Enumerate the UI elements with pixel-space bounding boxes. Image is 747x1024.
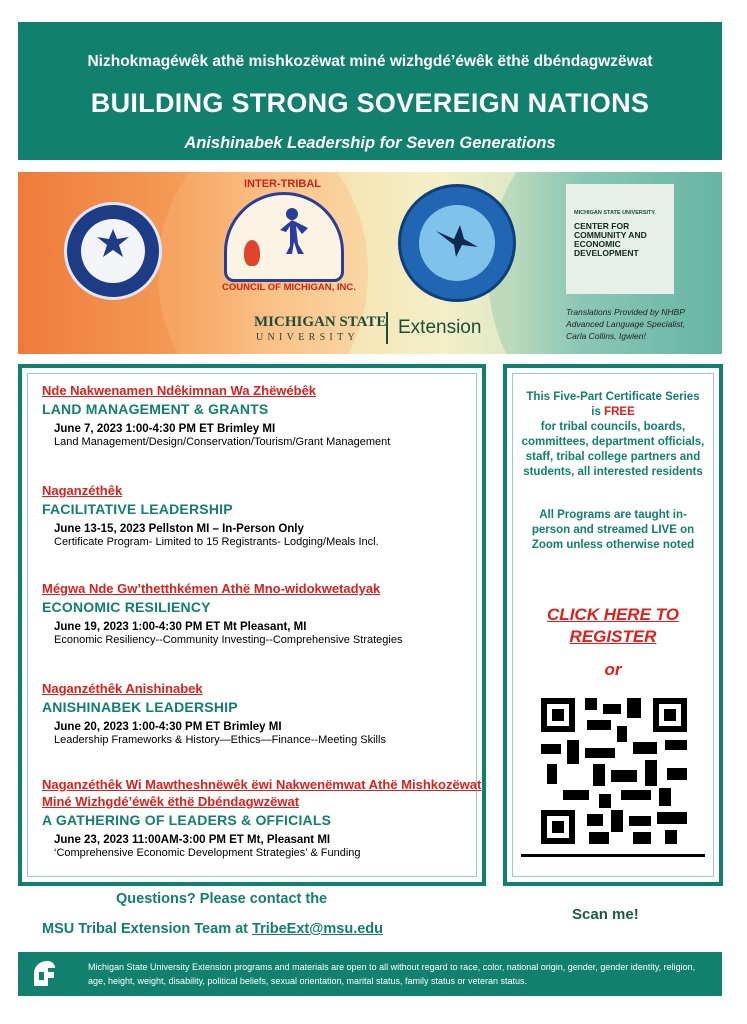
qr-module: [659, 788, 671, 806]
credit-line: Translations Provided by NHBP: [566, 307, 685, 317]
qr-module: [621, 790, 651, 800]
event-date: June 19, 2023 1:00-4:30 PM ET Mt Pleasant, MI: [54, 621, 307, 633]
event-native-title: Naganzéthêk Wi Mawtheshnëwêk ëwi Nakwenëmwat Athë Mishkozëwat Miné Wizhgdé’éwêk ëthë Dbéndagwzëwat: [42, 777, 482, 809]
info-panel: [503, 364, 723, 886]
commerce-seal-logo: [64, 202, 162, 300]
translation-credit: [566, 306, 685, 342]
ccd-university: MICHIGAN STATE UNIVERSITY: [574, 210, 656, 216]
event-item: [42, 482, 482, 548]
msu-university: UNIVERSITY: [256, 332, 359, 343]
eagle-icon: [401, 221, 513, 268]
page-title: BUILDING STRONG SOVEREIGN NATIONS: [90, 88, 650, 118]
event-title: LAND MANAGEMENT & GRANTS: [42, 401, 269, 417]
free-note-text: for tribal councils, boards, committees, department officials, staff, tribal college partners and students, all interested residents: [521, 421, 705, 478]
event-date: June 13-15, 2023 Pellston MI – In-Person Only: [54, 523, 304, 535]
ccd-line: CENTER FOR: [574, 221, 630, 231]
event-description: Certificate Program- Limited to 15 Registrants- Lodging/Meals Incl.: [54, 536, 379, 548]
register-link[interactable]: CLICK HERE TO REGISTER: [547, 605, 679, 646]
qr-module: [629, 816, 651, 826]
qr-module: [567, 740, 579, 764]
event-date: June 23, 2023 11:00AM-3:00 PM ET Mt, Pleasant MI: [54, 834, 331, 846]
event-title: A GATHERING OF LEADERS & OFFICIALS: [42, 812, 332, 828]
qr-module: [633, 742, 657, 754]
qr-underline: [521, 854, 705, 857]
event-item: [42, 680, 482, 746]
qr-module: [665, 740, 687, 750]
qr-module: [603, 704, 621, 714]
inter-tribal-council-logo: [214, 178, 356, 298]
events-panel: [18, 364, 486, 886]
divider: [386, 312, 388, 344]
event-date: June 20, 2023 1:00-4:30 PM ET Brimley MI: [54, 721, 282, 733]
qr-module: [627, 698, 641, 718]
scan-me-label: Scan me!: [572, 906, 639, 923]
email-link[interactable]: TribeExt@msu.edu: [252, 921, 384, 937]
event-native-title: Naganzéthêk Anishinabek: [42, 681, 203, 696]
free-badge: FREE: [604, 406, 635, 418]
bssn-seal-logo: [398, 184, 516, 302]
contact-line: [42, 921, 383, 937]
event-description: Economic Resiliency--Community Investing--Comprehensive Strategies: [54, 634, 403, 646]
disclaimer-text: Michigan State University Extension programs and materials are open to all without regard to race, color, national origin, gender, gender identity, religion, age, height, weight, disability, political beliefs, sexual orientation, marital status, family status or veteran status.: [88, 962, 696, 986]
qr-module: [665, 830, 677, 844]
event-title: ECONOMIC RESILIENCY: [42, 599, 211, 615]
figure-icon: [272, 206, 312, 265]
qr-module: [589, 832, 609, 844]
or-label: or: [604, 660, 622, 679]
ccd-name: [574, 222, 647, 258]
qr-finder: [541, 810, 575, 844]
qr-module: [599, 794, 611, 808]
extension-label: Extension: [398, 317, 482, 338]
footer-bar: [18, 952, 722, 996]
header-banner: [18, 22, 722, 160]
qr-module: [585, 698, 597, 710]
qr-module: [541, 744, 561, 754]
qr-module: [547, 764, 557, 784]
native-title: Nizhokmagéwêk athë mishkozëwat miné wizhgdé’éwêk ëthë dbéndagwzëwat: [87, 53, 653, 70]
qr-module: [667, 768, 687, 780]
msu-name: MICHIGAN STATE: [254, 314, 387, 330]
qr-module: [587, 814, 603, 826]
ccd-logo: [566, 184, 674, 294]
qr-module: [593, 764, 605, 786]
event-native-title: Nde Nakwenamen Ndêkimnan Wa Zhëwébêk: [42, 383, 317, 398]
qr-module: [563, 790, 589, 800]
event-native-title: Mégwa Nde Gw’thetthkémen Athë Mno-widokwetadyak: [42, 581, 381, 596]
event-title: FACILITATIVE LEADERSHIP: [42, 501, 233, 517]
fire-icon: [244, 240, 260, 266]
event-description: Leadership Frameworks & History—Ethics—Finance--Meeting Skills: [54, 734, 386, 746]
qr-module: [611, 810, 623, 832]
qr-finder: [541, 698, 575, 732]
page-subtitle: Anishinabek Leadership for Seven Generations: [184, 134, 556, 152]
free-series-note: [521, 390, 705, 480]
qr-finder: [653, 698, 687, 732]
event-description: ‘Comprehensive Economic Development Strategies’ & Funding: [54, 847, 361, 859]
qr-module: [587, 720, 611, 730]
questions-text: Questions? Please contact the: [116, 891, 328, 907]
event-date: June 7, 2023 1:00-4:30 PM ET Brimley MI: [54, 423, 276, 435]
event-native-title: Naganzéthêk: [42, 483, 123, 498]
credit-line: Advanced Language Specialist,: [566, 319, 686, 329]
ccd-line: DEVELOPMENT: [574, 248, 639, 258]
qr-code[interactable]: [541, 698, 687, 844]
eagle-icon: [67, 223, 159, 269]
ccd-line: ECONOMIC: [574, 239, 621, 249]
qr-module: [617, 726, 627, 742]
event-item: [42, 382, 482, 448]
qr-module: [633, 832, 651, 844]
spartan-helmet-icon: [28, 958, 60, 990]
event-title: ANISHINABEK LEADERSHIP: [42, 699, 238, 715]
contact-prefix: MSU Tribal Extension Team at: [42, 921, 253, 937]
event-item: [42, 580, 482, 646]
qr-module: [657, 812, 687, 824]
event-item: [42, 776, 482, 859]
qr-module: [645, 760, 657, 786]
itc-bottom-text: COUNCIL OF MICHIGAN, INC.: [222, 282, 356, 293]
event-description: Land Management/Design/Conservation/Tourism/Grant Management: [54, 436, 391, 448]
credit-line: Carla Collins, Igwien!: [566, 331, 646, 341]
itc-top-text: INTER-TRIBAL: [244, 178, 321, 190]
logo-banner: [18, 172, 722, 354]
qr-module: [585, 748, 615, 758]
ccd-line: COMMUNITY AND: [574, 230, 647, 240]
qr-module: [611, 770, 637, 782]
streaming-note: All Programs are taught in-person and streamed LIVE on Zoom unless otherwise noted: [531, 509, 695, 551]
free-note-text: This Five-Part Certificate Series is: [526, 391, 700, 418]
